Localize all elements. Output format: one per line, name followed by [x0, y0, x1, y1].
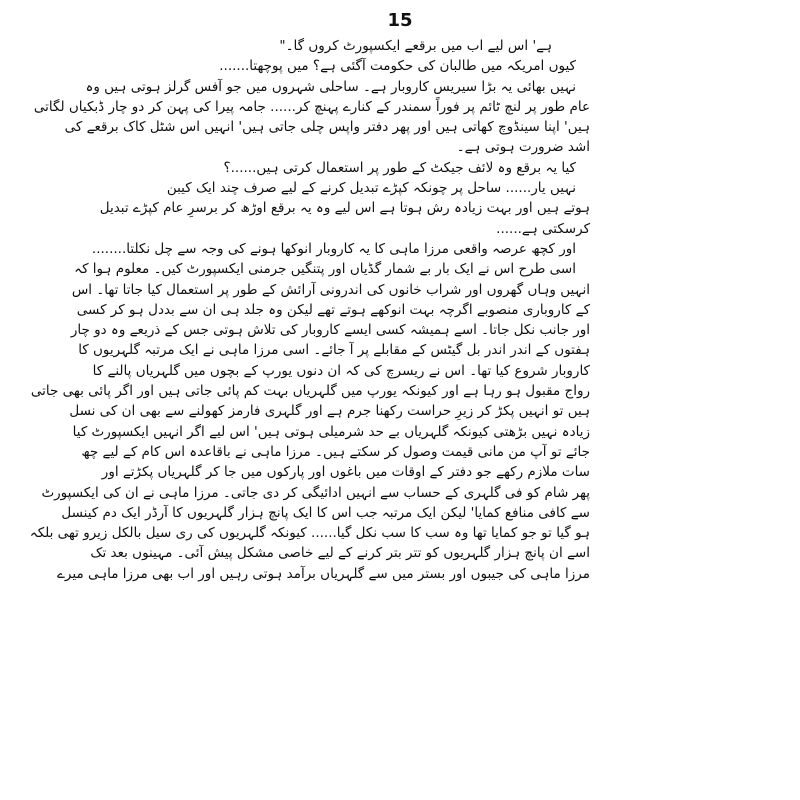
- text-line: ہو گیا تو جو کمایا تھا وہ سب کا سب نکل گیا...... کیونکہ گلہریوں کی ری سیل بالکل زیرو تھی بلکہ: [29, 525, 590, 542]
- text-line: نہیں بھائی یہ بڑا سیریس کاروبار ہے۔ ساحلی شہروں میں جو آفس گرلز ہوتی ہیں وہ: [85, 78, 576, 95]
- text-line: جائے تو آپ من مانی قیمت وصول کر سکتے ہیں۔ مرزا ماہی نے باقاعدہ اس کام کے لیے چھ: [81, 443, 590, 460]
- text-line: ہفتوں کے اندر اندر بل گیٹس کے مقابلے پر آ جائے۔ اسی مرزا ماہی نے ایک مرتبہ گلہریوں کا: [78, 342, 590, 359]
- text-line: کیا یہ برقع وہ لائف جیکٹ کے طور پر استعمال کرتی ہیں......؟: [223, 159, 576, 176]
- text-line: زیادہ نہیں بڑھتی کیونکہ گلہریاں بے حد شرمیلی ہوتی ہیں' اس لیے اگر انہیں ایکسپورٹ کیا: [72, 423, 590, 440]
- text-line: نہیں یار...... ساحل پر چونکہ کپڑے تبدیل کرنے کے لیے صرف چند ایک کیبن: [166, 180, 576, 197]
- text-line: کاروبار شروع کیا تھا۔ اس نے ریسرچ کی کہ ان دنوں یورپ کے بچوں میں گلہریاں پالنے کا: [92, 362, 590, 379]
- text-line: انہیں وہاں گھروں اور شراب خانوں کی اندرونی آرائش کے طور پر استعمال کیا جاتا تھا۔ اس: [71, 281, 590, 298]
- text-line: ہے' اس لیے اب میں برقعے ایکسپورٹ کروں گا۔": [279, 38, 552, 54]
- text-line: اسی طرح اس نے ایک بار بے شمار گڈیاں اور پتنگیں جرمنی ایکسپورٹ کیں۔ معلوم ہوا کہ: [74, 261, 576, 278]
- text-line: ہوتے ہیں اور بہت زیادہ رش ہوتا ہے اس لیے وہ یہ برقع اوڑھ کر برسرِ عام کپڑے تبدیل: [99, 200, 590, 217]
- page-number: 15: [387, 10, 413, 31]
- text-line: پھر شام کو فی گلہری کے حساب سے انہیں ادائیگی کر دی جاتی۔ مرزا ماہی نے ان کی ایکسپورٹ: [41, 484, 590, 501]
- text-line: کے کاروباری منصوبے اگرچہ بہت انوکھے ہوتے تھے لیکن وہ جلد ہی ان سے بددل ہو کر کسی: [76, 301, 590, 318]
- text-line: اور جانب نکل جاتا۔ اسے ہمیشہ کسی ایسے کاروبار کی تلاش ہوتی جس کے ذریعے وہ دو چار: [70, 322, 590, 339]
- text-line: عام طور پر لنچ ٹائم پر فوراً سمندر کے کنارے پہنچ کر...... جامہ پیرا کی پہن کر دو چار ڈبکیاں لگاتی: [33, 98, 590, 115]
- text-line: سے کافی منافع کمایا' لیکن ایک مرتبہ جب اس کا ایک پانچ ہزار گلہریوں کا آرڈر ایک دم کینسل: [61, 504, 590, 521]
- text-line: کیوں امریکہ میں طالبان کی حکومت آگئی ہے؟ میں پوچھتا.......: [219, 58, 576, 75]
- text-line: اور کچھ عرصہ واقعی مرزا ماہی کا یہ کاروبار انوکھا ہونے کی وجہ سے چل نکلتا........: [91, 240, 576, 257]
- text-line: اشد ضرورت ہوتی ہے۔: [456, 139, 590, 156]
- text-line: ہیں' اپنا سینڈوچ کھاتی ہیں اور پھر دفتر واپس چلی جاتی ہیں' انہیں اس شٹل کاک برقعے کی: [64, 119, 590, 136]
- text-line: کرسکتی ہے......: [496, 220, 590, 237]
- text-line: ہیں تو انہیں پکڑ کر زیرِ حراست رکھنا جرم ہے اور گلہری فارمز کھولنے سے بھی ان کی نسل: [69, 403, 590, 420]
- text-line: سات ملازم رکھے جو دفتر کے اوقات میں باغوں اور پارکوں میں جا کر گلہریاں پکڑتے اور: [101, 464, 590, 481]
- body-text: [29, 36, 590, 584]
- text-line: مرزا ماہی کی جیبوں اور بستر میں سے گلہریاں برآمد ہوتی رہیں اور اب بھی مرزا ماہی میرے: [57, 565, 590, 582]
- text-line: اسے ان پانچ ہزار گلہریوں کو تتر بتر کرنے کے لیے خاصی مشکل پیش آئی۔ مہینوں بعد تک: [90, 545, 590, 562]
- text-line: رواج مقبول ہو رہا ہے اور کیونکہ یورپ میں گلہریاں بہت کم پائی جاتی ہیں اور اگر پائی بھی جاتی: [30, 383, 590, 400]
